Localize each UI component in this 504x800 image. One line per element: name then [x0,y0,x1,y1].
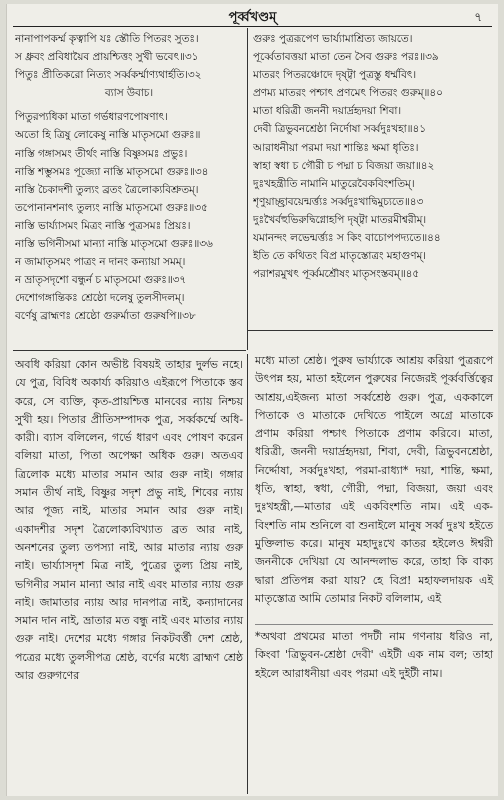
verse-line: অতো হি ত্রিষু লোকেষু নাস্তি মাতৃসমো গুরুঃ॥ [15,129,201,142]
footnote-rule [255,624,493,625]
verse-line: স্বাহা স্বধা চ গৌরী চ পদ্মা চ বিজয়া জয়া॥৪২ [253,159,435,172]
sanskrit-verses-left [15,30,243,326]
verse-line: নাস্তি গঙ্গাসমং তীর্থং নাস্তি বিষ্ণুসমঃ প্রভুঃ। [15,147,188,160]
header-rule [13,26,492,27]
verse-line: শৃণুয়াচ্ছ্রাবয়েন্মর্ত্ত্যঃ সর্ব্বদুঃখাদ্বিমুচ্যতে॥৪৩ [253,195,424,208]
footnote: *অথবা প্রথমের মাতা পদটী নাম গণনায় ধরিও না, কিংবা 'ত্রিভুবন-শ্রেষ্ঠা দেবী' এইটী এক নাম বল; তাহা হইলে আরাধনীয়া এবং পরমা এই দুইটী নাম। [255,630,493,680]
verse-line: ন ভ্রাতৃসদৃশো বন্ধুর্ন চ মাতৃসমো গুরুঃ॥৩৭ [15,274,187,287]
verse-line: নাস্তি শম্ভুসমঃ পূজ্যো নাস্তি মাতৃসমো গুরুঃ॥৩৪ [15,165,209,178]
verse-line: প্রণম্য মাতরং পশ্চাৎ প্রণমেৎ পিতরং গুরুম্‌॥৪০ [253,87,443,100]
book-page [6,4,498,796]
page-title: পূর্ব্বখণ্ডম্‌ [228,10,277,25]
verse-line: আরাধনীয়া পরমা দয়া শান্তিঃ ক্ষমা ধৃতিঃ। [253,141,419,154]
verse-line: গুরুঃ পুত্ররূপেণ ভার্য্যামাশ্রিত্য জায়তে। [253,33,413,45]
column-divider-lower [247,354,248,794]
verse-line: মাতা ধরিত্রী জননী দয়ার্দ্রহৃদয়া শিবা। [253,105,402,118]
verse-line: ইতি তে কথিতং বিপ্র মাতৃস্তোত্রং মহাগুণম্‌। [253,250,427,263]
verse-line: পূর্ব্বেতাবত্তয়া মাতা তেন সৈব গুরুঃ পরঃ॥৩৯ [253,51,439,64]
page-number: ৭ [474,10,482,24]
verse-line: দেবী ত্রিভুবনশ্রেষ্ঠা নির্দোষা সর্ব্বদুঃখহা॥৪১ [253,123,426,136]
verse-line: বর্ণেষু ব্রাহ্মণঃ শ্রেষ্ঠো গুরুর্মাতা গুরুষপি॥৩৮ [15,310,196,323]
sanskrit-verses-right [253,30,493,283]
verse-line: নাস্তি চৈকাদশী তুল্যং ব্রতং ত্রৈলোক্যবিশ্রুতম্‌। [15,183,199,196]
translation-paragraph: মধ্যে মাতা শ্রেষ্ঠ। পুরুষ ভার্য্যাকে আশ্রয় করিয়া পুত্ররূপে উৎপন্ন হয়, মাতা হইলেন পুরুষের নিজেরই পূর্ব্ববর্ত্তিত্বের আশ্রয়,এইজন্য মাতা সর্ব্বশ্রেষ্ঠ গুরু। পুত্র, এককালে পিতাকে ও মাতাকে দেখিতে পাইলে অগ্রে মাতাকে প্রণাম করিয়া পশ্চাৎ পিতাকে প্রণাম করিবে। মাতা, ধরিত্রী, জননী দয়ার্দ্রহৃদয়া, শিবা, দেবী, ত্রিভুবনশ্রেষ্ঠা, নির্দ্দোষা, সর্ব্বদুঃখহা, পরমা-রাধ্যা* দয়া, শান্তি, ক্ষমা, ধৃতি, স্বাহা, স্বধা, গৌরী, পদ্মা, বিজয়া, জয়া এবং দুঃখহন্ত্রী,—মাতার এই একবিংশতি নাম। এই এক-বিংশতি নাম শুনিলে বা শুনাইলে মানুষ সর্ব্ব দুঃখ হইতে মুক্তিলাভ করে। মানুষ মহাদুঃখে কাতর হইলেও ঈশ্বরী জননীকে দেখিয়া যে আনন্দলাভ করে, তাহা কি বাক্য দ্বারা প্রতিপন্ন করা যায়? হে বিপ্র! মহাফলদায়ক এই মাতৃস্তোত্র আমি তোমার নিকট বলিলাম, এই [255,354,493,605]
bengali-translation-right [255,352,493,608]
verse-separator-right [248,330,493,331]
translation-paragraph: অবধি করিয়া কোন অভীষ্ট বিষয়ই তাহার দুর্লভ নহে। যে পুত্র, বিবিধ অকার্য্য করিয়াও এইরূপে পিতাকে স্তব করে, সে ব্যক্তি, কৃত-প্রায়শ্চিত্ত মানবের ন্যায় নিশ্চয় সুখী হয়। পিতার প্রীতিসম্পাদক পুত্র, সর্ব্বকর্ম্মে অধি-কারী। ব্যাস বলিলেন, গর্ভে ধারণ এবং পোষণ করেন বলিয়া মাতা, পিতা অপেক্ষা অধিক গুরু। অতএব ত্রিলোক মধ্যে মাতার সমান আর গুরু নাই। গঙ্গার সমান তীর্থ নাই, বিষ্ণুর সদৃশ প্রভু নাই, শিবের ন্যায় আর পূজ্য নাই, মাতার সমান আর গুরু নাই। একাদশীর সদৃশ ত্রৈলোক্যবিখ্যাত ব্রত আর নাই, অনশনের তুল্য তপস্যা নাই, আর মাতার ন্যায় গুরু নাই। ভার্য্যাসদৃশ মিত্র নাই, পুত্রের তুল্য প্রিয় নাই, ভগিনীর সমান মান্যা আর নাই এবং মাতার ন্যায় গুরু নাই। জামাতার ন্যায় আর দানপাত্র নাই, কন্যাদানের সমান দান নাই, ভ্রাতার মত বন্ধু নাই এবং মাতার ন্যায় গুরু নাই। দেশের মধ্যে গঙ্গার নিকটবর্ত্তী দেশ শ্রেষ্ঠ, পত্রের মধ্যে তুলসীপত্র শ্রেষ্ঠ, বর্ণের মধ্যে ব্রাহ্মণ শ্রেষ্ঠ আর গুরুগণের [15,358,243,683]
speaker-heading: ব্যাস উবাচ। [104,87,154,100]
verse-separator-left [13,350,246,351]
verse-line: দুঃখৈর্বহুভিরুদ্বিগ্নোহপি দৃষ্ট্বা মাতরমীশ্বরীম্‌। [253,213,427,226]
verse-line: দেশোগঙ্গান্তিকঃ শ্রেষ্ঠো দলেষু তুলসীদলম্‌। [15,292,185,305]
verse-line: যমানন্দং লভেন্মর্ত্ত্যঃ স কিং বাচোপপদ্যতে॥৪৪ [253,232,441,245]
verse-line: পরাশরমুখৎ পূর্ব্বমশ্রৌষং মাতৃসংস্তবম্‌॥৪৫ [253,268,420,281]
verse-line: নাস্তি ভার্য্যাসমং মিত্রং নাস্তি পুত্রসমঃ প্রিয়ঃ। [15,219,191,232]
verse-line: ন জামাতৃসমং পাত্রং ন দানং কন্যায়া সমম্‌। [15,256,186,269]
verse-line: নাস্তি ভগিনীসমা মান্যা নাস্তি মাতৃসমো গুরুঃ॥৩৬ [15,238,213,251]
verse-line: মাতরং পিতরঞ্চোদে দৃষ্ট্বা পুত্রস্তু ধর্ম্মবিৎ। [253,69,417,82]
verse-line: পিতুরপ্যধিকা মাতা গর্ভধারণপোষণাৎ। [15,111,168,124]
column-divider-upper [247,28,248,350]
verse-line: দুঃখহন্ত্রীতি নামানি মাতুরেবৈকবিংশতিম্‌। [253,177,415,190]
verse-line: তপোনানশনাৎ তুল্যং নাস্তি মাতৃসমো গুরুঃ॥৩৫ [15,201,208,214]
verse-line: পিতুঃ প্রীতিকরো নিত্যং সর্ব্বকর্ম্মাণ্যথার্হতি।৩২ [15,69,202,82]
verse-line: নানাপাপকর্ম্ম কৃত্বাপি যঃ স্তৌতি পিতরং সুতঃ। [15,33,199,45]
page-header [7,6,498,26]
bengali-translation-left [15,356,243,685]
verse-line: স ধ্রুবং প্রবিধায়ৈব প্রায়শ্চিত্তং সুখী ভবেৎ॥৩১ [15,51,199,64]
